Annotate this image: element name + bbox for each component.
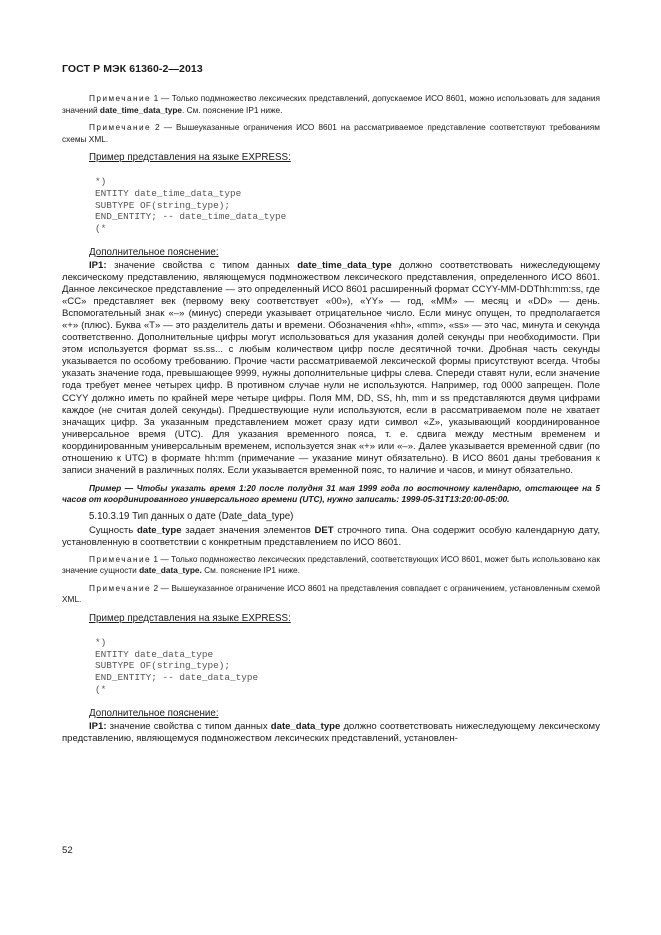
page-number: 52 xyxy=(62,845,73,856)
express-example-title: Пример представления на языке EXPRESS: xyxy=(89,152,291,163)
express-code-block-2: *) ENTITY date_data_type SUBTYPE OF(string_type); END_ENTITY; -- date_data_type (* xyxy=(95,636,259,695)
note-1b xyxy=(62,554,600,577)
ip1-text: должно соответствовать нижеследующему лексическому представлению, являющемуся подмножеством лексического представления, определенного ИСО 8601. Данное лексическое представление — это определенный ИСО 8601 расширенный формат CCYY-MM-DDThh:mm:ss, где «CC» представляет век (первому веку соответствует «00»), «YY» — год, «MM» — месяц и «DD» — день. Вспомогательный знак «–» (минус) спереди указывает отрицательное число. Если минус опущен, то предполагается «+» (плюс). Буква «T» — это разделитель даты и времени. Обозначения «hh», «mm», «ss» — это час, минута и секунда соответственно. Дополнительные цифры могут использоваться для указания долей секунды при необходимости. При этом используется формат ss.ss... с любым количеством цифр после десятичной точки. Дробная часть секунды указывается по особому требованию. Прочие части рассматриваемой лексической формы присутствуют всегда. Чтобы указать значение года, превышающее 9999, нужны дополнительные цифры слева. Спереди ставят нули, если значение года требует менее четырех цифр. В противном случае нули не используются. Например, год 0000 запрещен. Поле CCYY должно иметь по крайней мере четыре цифры. Поля MM, DD, SS, hh, mm и ss представляются двумя цифрами каждое (не считая долей секунды). Предшествующие нули используются, если в рассматриваемом поле не хватает значащих цифр. За указанным представлением может сразу идти символ «Z», указывающий координированное универсальное время (UTC). Для указания временного пояса, т. е. сдвига между местным временем и координированным универсальным временем, используется знак «+» или «–». Далее указывается временной сдвиг (по отношению к UTC) в формате hh:mm (примечание — указание минут обязательно). В ИСО 8601 даны требования к записи значений в различных полях. Если указывается временной пояс, то наличие и часов, и минут обязательно. xyxy=(62,259,600,476)
express-code-block: *) ENTITY date_time_data_type SUBTYPE OF(string_type); END_ENTITY; -- date_time_data_type (* xyxy=(95,176,287,235)
note-term: date_data_type. xyxy=(139,565,202,576)
section-text: Сущность xyxy=(89,524,137,536)
ip1-text: значение свойства с типом данных xyxy=(106,720,271,732)
section-text: задает значения элементов xyxy=(181,524,315,536)
ip1-text: значение свойства с типом данных xyxy=(106,259,298,271)
note-term: date_time_data_type xyxy=(99,104,183,115)
page-header: ГОСТ Р МЭК 61360-2—2013 xyxy=(62,63,203,75)
additional-explanation-title-2: Дополнительное пояснение: xyxy=(89,707,219,719)
note-label: Примечание xyxy=(89,553,152,564)
note-label: Примечание xyxy=(89,122,152,132)
note-label: Примечание xyxy=(89,93,152,103)
note-label: Примечание xyxy=(89,582,152,593)
note-1 xyxy=(62,93,600,116)
note-2 xyxy=(62,122,600,145)
ip1-paragraph-2 xyxy=(62,721,600,745)
note-text: См. пояснение IP1 ниже. xyxy=(201,565,300,576)
note-text: . См. пояснение IP1 ниже. xyxy=(182,104,283,115)
ip1-term: date_time_data_type xyxy=(297,259,392,271)
note-2b xyxy=(62,583,600,606)
note-text: 1 — Только подмножество лексических представлений, допускаемое ИСО 8601, можно использовать для задания значений xyxy=(62,93,600,115)
additional-explanation-title: Дополнительное пояснение: xyxy=(89,246,219,258)
page-content xyxy=(62,93,600,745)
note-text: 2 — Вышеуказанные ограничения ИСО 8601 на рассматриваемое представление соответствуют требованиям схемы XML. xyxy=(62,122,600,144)
ip1-paragraph xyxy=(62,260,600,477)
express-example-title-2: Пример представления на языке EXPRESS: xyxy=(89,612,291,624)
section-term: date_type xyxy=(136,524,182,536)
ip1-label: IP1: xyxy=(89,259,107,271)
example-paragraph: Пример — Чтобы указать время 1:20 после полудня 31 мая 1999 года по восточному календарю, отстающее на 5 часов от координированного универсального времени (UTC), нужно записать: 1999-05-31T13:20:00-05:00. xyxy=(62,482,600,505)
ip1-text: должно соответствовать нижеследующему лексическому представлению, являющемуся подмножеством лексических представлений, установлен- xyxy=(62,720,600,744)
note-text: 1 — Только подмножество лексических представлений, соответствующих ИСО 8601, может быть использовано как значение сущности xyxy=(62,553,600,576)
section-paragraph xyxy=(62,525,600,549)
section-text: строчного типа. Она содержит особую календарную дату, установленную в соответствии с конкретным представлением по ИСО 8601. xyxy=(62,524,600,548)
note-text: 2 — Вышеуказанное ограничение ИСО 8601 на представления совпадает с ограничением, установленным схемой XML. xyxy=(62,582,600,605)
ip1-term: date_data_type xyxy=(270,720,341,732)
section-term: DET xyxy=(314,524,334,536)
ip1-label: IP1: xyxy=(89,720,107,732)
section-title: 5.10.3.19 Тип данных о дате (Date_data_type) xyxy=(89,511,294,523)
